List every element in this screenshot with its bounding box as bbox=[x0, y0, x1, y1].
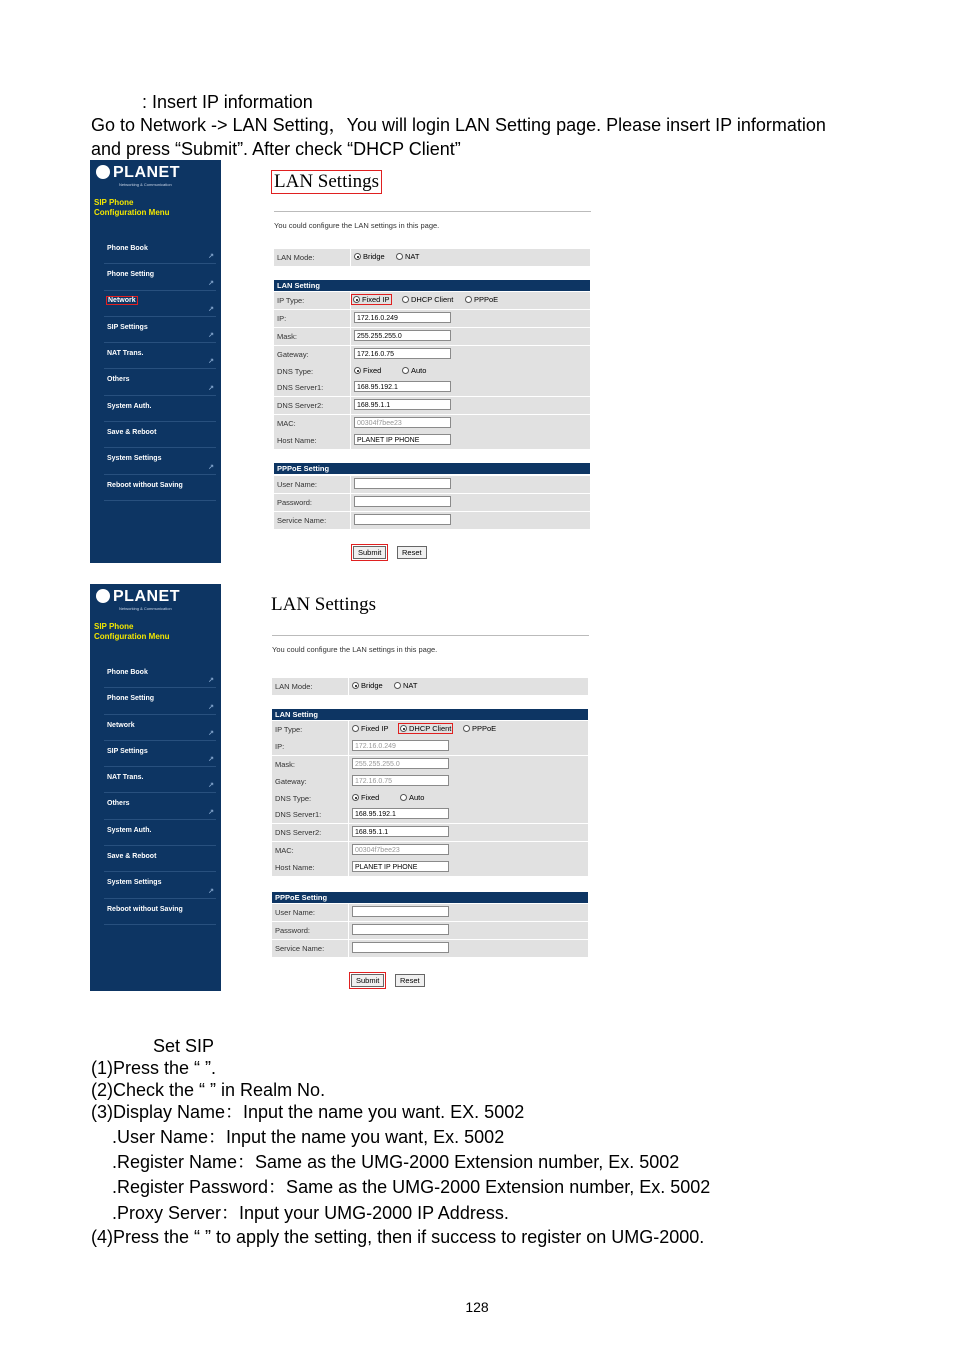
ip-type-row: IP Type: Fixed IP DHCP Client PPPoE bbox=[274, 292, 590, 309]
planet-logo: PLANET bbox=[96, 588, 180, 606]
sidebar-item-phone-book[interactable]: Phone Book ↗ bbox=[104, 662, 216, 688]
sidebar-item-system-auth[interactable]: System Auth. bbox=[104, 820, 216, 846]
globe-icon bbox=[96, 589, 110, 603]
sidebar-item-sip-settings[interactable]: SIP Settings ↗ bbox=[104, 317, 216, 343]
instruction-line: (4)Press the “ ” to apply the setting, then if success to register on UMG-2000. bbox=[91, 1227, 705, 1247]
dns-type-row: DNS Type: Fixed Auto bbox=[272, 790, 588, 807]
pppoe-radio[interactable]: PPPoE bbox=[462, 724, 497, 733]
sidebar-item-nat-trans[interactable]: NAT Trans. ↗ bbox=[104, 767, 216, 793]
sidebar-item-system-auth[interactable]: System Auth. bbox=[104, 396, 216, 422]
instruction-line: (1)Press the “ ”. bbox=[91, 1058, 217, 1078]
instruction-line: Go to Network -> LAN Setting，You will login LAN Setting page. Please insert IP information bbox=[91, 115, 826, 135]
instruction-line: .Register Name：Same as the UMG-2000 Extension number, Ex. 5002 bbox=[112, 1152, 680, 1172]
sidebar bbox=[90, 160, 221, 563]
mac-input: 00304f7bee23 bbox=[354, 417, 451, 428]
dns1-row: DNS Server1: 168.95.192.1 bbox=[272, 806, 588, 823]
pppoe-user-input[interactable] bbox=[352, 906, 449, 917]
ip-type-row: IP Type: Fixed IP DHCP Client PPPoE bbox=[272, 721, 588, 738]
page-title: LAN Settings bbox=[271, 170, 382, 194]
globe-icon bbox=[96, 165, 110, 179]
fixed-ip-radio[interactable]: Fixed IP bbox=[351, 724, 390, 733]
sidebar bbox=[90, 584, 221, 991]
lan-settings-screenshot-fixed-ip bbox=[90, 160, 600, 563]
sidebar-item-phone-setting[interactable]: Phone Setting ↗ bbox=[104, 688, 216, 714]
sidebar-menu bbox=[104, 662, 216, 925]
pppoe-password-row: Password: bbox=[274, 494, 590, 511]
bridge-radio[interactable]: Bridge bbox=[351, 681, 384, 690]
ip-row: IP: 172.16.0.249 bbox=[274, 310, 590, 327]
instruction-line: .User Name：Input the name you want, Ex. 5002 bbox=[112, 1127, 505, 1147]
sidebar-item-save-reboot[interactable]: Save & Reboot bbox=[104, 846, 216, 872]
sidebar-item-network[interactable]: Network ↗ bbox=[104, 291, 216, 317]
bridge-radio[interactable]: Bridge bbox=[353, 252, 386, 261]
dns-type-row: DNS Type: Fixed Auto bbox=[274, 363, 590, 380]
pppoe-service-input[interactable] bbox=[352, 942, 449, 953]
lan-settings-screenshot-dhcp bbox=[90, 584, 600, 991]
fixed-ip-radio[interactable]: Fixed IP bbox=[351, 294, 392, 305]
pppoe-setting-header: PPPoE Setting bbox=[272, 892, 588, 903]
sidebar-item-phone-setting[interactable]: Phone Setting ↗ bbox=[104, 264, 216, 290]
gateway-input: 172.16.0.75 bbox=[352, 775, 449, 786]
instruction-line: .Register Password：Same as the UMG-2000 Extension number, Ex. 5002 bbox=[112, 1177, 711, 1197]
ip-input[interactable]: 172.16.0.249 bbox=[354, 312, 451, 323]
dns2-row: DNS Server2: 168.95.1.1 bbox=[274, 397, 590, 414]
sidebar-item-reboot-without-saving[interactable]: Reboot without Saving bbox=[104, 475, 216, 501]
sidebar-item-reboot-without-saving[interactable]: Reboot without Saving bbox=[104, 899, 216, 925]
instruction-line: .Proxy Server：Input your UMG-2000 IP Address. bbox=[112, 1203, 509, 1223]
sidebar-item-system-settings[interactable]: System Settings ↗ bbox=[104, 448, 216, 474]
dns1-input[interactable]: 168.95.192.1 bbox=[354, 381, 451, 392]
dns1-input[interactable]: 168.95.192.1 bbox=[352, 808, 449, 819]
dns-auto-radio[interactable]: Auto bbox=[399, 793, 425, 802]
sidebar-item-system-settings[interactable]: System Settings ↗ bbox=[104, 872, 216, 898]
pppoe-service-row: Service Name: bbox=[272, 940, 588, 957]
sidebar-item-others[interactable]: Others ↗ bbox=[104, 793, 216, 819]
page-title: LAN Settings bbox=[271, 594, 377, 615]
page-description: You could configure the LAN settings in this page. bbox=[272, 645, 438, 654]
menu-title: SIP Phone Configuration Menu bbox=[94, 622, 170, 641]
gateway-row: Gateway: 172.16.0.75 bbox=[274, 346, 590, 363]
dns-fixed-radio[interactable]: Fixed bbox=[351, 793, 380, 802]
sidebar-menu bbox=[104, 238, 216, 501]
pppoe-user-input[interactable] bbox=[354, 478, 451, 489]
instruction-line: (3)Display Name：Input the name you want. EX. 5002 bbox=[91, 1102, 525, 1122]
dns2-input[interactable]: 168.95.1.1 bbox=[354, 399, 451, 410]
dns-auto-radio[interactable]: Auto bbox=[401, 366, 427, 375]
sidebar-item-save-reboot[interactable]: Save & Reboot bbox=[104, 422, 216, 448]
logo-tagline: Networking & Communication bbox=[119, 182, 172, 187]
mac-row: MAC: 00304f7bee23 bbox=[274, 415, 590, 432]
step-title: Set SIP bbox=[153, 1036, 215, 1056]
menu-title: SIP Phone Configuration Menu bbox=[94, 198, 170, 217]
divider bbox=[272, 635, 589, 636]
dns-fixed-radio[interactable]: Fixed bbox=[353, 366, 382, 375]
mask-input: 255.255.255.0 bbox=[352, 758, 449, 769]
dhcp-client-radio[interactable]: DHCP Client bbox=[398, 723, 453, 734]
submit-button[interactable]: Submit bbox=[353, 546, 386, 559]
host-row: Host Name: PLANET IP PHONE bbox=[272, 859, 588, 876]
host-name-input[interactable]: PLANET IP PHONE bbox=[352, 861, 449, 872]
sidebar-item-nat-trans[interactable]: NAT Trans. ↗ bbox=[104, 343, 216, 369]
page-number: 128 bbox=[465, 1299, 489, 1315]
mask-row: Mask: 255.255.255.0 bbox=[274, 328, 590, 345]
pppoe-user-row: User Name: bbox=[272, 904, 588, 921]
gateway-input[interactable]: 172.16.0.75 bbox=[354, 348, 451, 359]
mask-input[interactable]: 255.255.255.0 bbox=[354, 330, 451, 341]
pppoe-password-input[interactable] bbox=[352, 924, 449, 935]
pppoe-service-row: Service Name: bbox=[274, 512, 590, 529]
sidebar-item-sip-settings[interactable]: SIP Settings ↗ bbox=[104, 741, 216, 767]
instruction-line: and press “Submit”. After check “DHCP Client” bbox=[91, 139, 461, 159]
nat-radio[interactable]: NAT bbox=[393, 681, 418, 690]
mac-input: 00304f7bee23 bbox=[352, 844, 449, 855]
host-row: Host Name: PLANET IP PHONE bbox=[274, 432, 590, 449]
sidebar-item-network[interactable]: Network ↗ bbox=[104, 715, 216, 741]
pppoe-password-row: Password: bbox=[272, 922, 588, 939]
lan-mode-row: LAN Mode: Bridge NAT bbox=[274, 249, 590, 266]
step-title: : Insert IP information bbox=[142, 92, 313, 112]
mac-row: MAC: 00304f7bee23 bbox=[272, 842, 588, 859]
dns2-input[interactable]: 168.95.1.1 bbox=[352, 826, 449, 837]
ip-input: 172.16.0.249 bbox=[352, 740, 449, 751]
nat-radio[interactable]: NAT bbox=[395, 252, 420, 261]
reset-button[interactable]: Reset bbox=[395, 974, 425, 987]
instruction-line: (2)Check the “ ” in Realm No. bbox=[91, 1080, 326, 1100]
pppoe-password-input[interactable] bbox=[354, 496, 451, 507]
pppoe-radio[interactable]: PPPoE bbox=[464, 295, 499, 304]
divider bbox=[274, 211, 591, 212]
lan-setting-header: LAN Setting bbox=[272, 709, 588, 720]
lan-setting-header: LAN Setting bbox=[274, 280, 590, 291]
planet-logo: PLANET bbox=[96, 164, 180, 182]
sidebar-item-phone-book[interactable]: Phone Book ↗ bbox=[104, 238, 216, 264]
lan-mode-row: LAN Mode: Bridge NAT bbox=[272, 678, 588, 695]
dns2-row: DNS Server2: 168.95.1.1 bbox=[272, 824, 588, 841]
submit-button[interactable]: Submit bbox=[351, 974, 384, 987]
host-name-input[interactable]: PLANET IP PHONE bbox=[354, 434, 451, 445]
dns1-row: DNS Server1: 168.95.192.1 bbox=[274, 379, 590, 396]
page-description: You could configure the LAN settings in this page. bbox=[274, 221, 440, 230]
sidebar-item-others[interactable]: Others ↗ bbox=[104, 369, 216, 395]
logo-tagline: Networking & Communication bbox=[119, 606, 172, 611]
pppoe-service-input[interactable] bbox=[354, 514, 451, 525]
pppoe-setting-header: PPPoE Setting bbox=[274, 463, 590, 474]
pppoe-user-row: User Name: bbox=[274, 476, 590, 493]
ip-row: IP: 172.16.0.249 bbox=[272, 738, 588, 755]
mask-row: Mask: 255.255.255.0 bbox=[272, 756, 588, 773]
gateway-row: Gateway: 172.16.0.75 bbox=[272, 773, 588, 790]
dhcp-client-radio[interactable]: DHCP Client bbox=[401, 295, 454, 304]
reset-button[interactable]: Reset bbox=[397, 546, 427, 559]
